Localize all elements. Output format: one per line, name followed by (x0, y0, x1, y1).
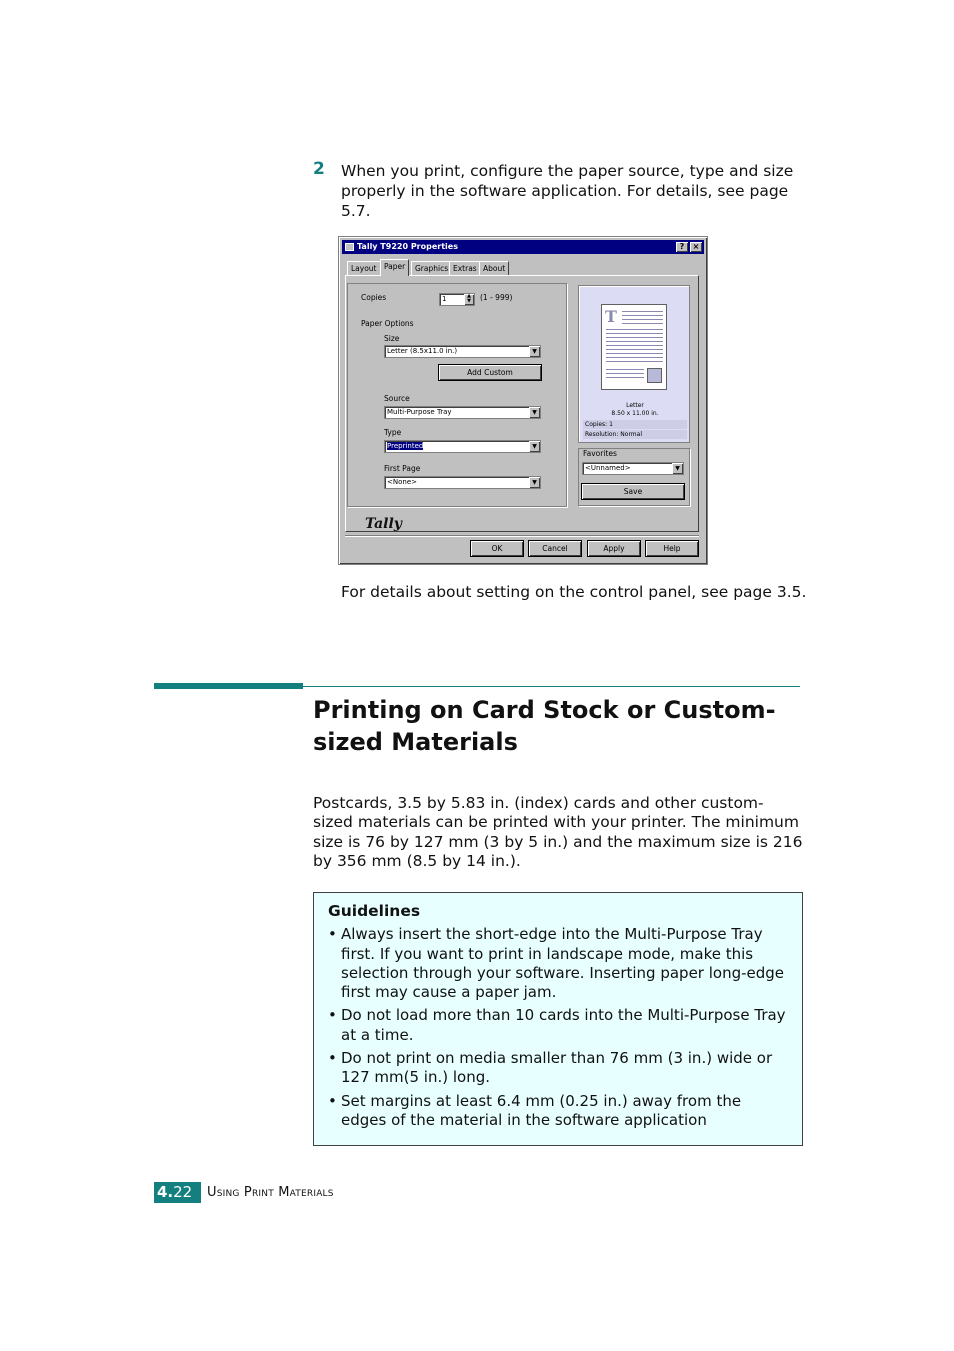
printer-icon (345, 243, 354, 251)
size-label: Size (384, 334, 400, 343)
copies-spinner-icon[interactable]: ▲ ▼ (464, 294, 474, 305)
paper-options-label: Paper Options (361, 319, 414, 328)
printer-properties-dialog (338, 236, 708, 565)
guideline-item: • Do not load more than 10 cards into the Multi-Purpose Tray at a time. (328, 1006, 788, 1045)
tab-about[interactable]: About (479, 261, 509, 275)
paper-options-group (347, 283, 567, 507)
type-label: Type (384, 428, 402, 437)
step-text: When you print, configure the paper source, type and size properly in the software application. For details, see page 5.7. (341, 162, 794, 220)
guideline-item: • Always insert the short-edge into the Multi-Purpose Tray first. If you want to print in landscape mode, make this selection through your software. Inserting paper long-edge first may cause a paper jam. (328, 925, 788, 1002)
tab-paper[interactable]: Paper (380, 259, 409, 276)
help-button[interactable]: Help (646, 541, 698, 556)
chapter-title: Using Print Materials (207, 1185, 334, 1200)
guidelines-title: Guidelines (328, 902, 421, 920)
save-button[interactable]: Save (582, 484, 684, 499)
size-select[interactable]: Letter (8.5x11.0 in.) ▼ (384, 345, 541, 358)
guideline-item: • Do not print on media smaller than 76 mm (3 in.) wide or 127 mm(5 in.) long. (328, 1049, 788, 1088)
section-rule (303, 686, 800, 687)
page-number: 22 (173, 1183, 193, 1201)
first-page-select[interactable]: <None> ▼ (384, 476, 541, 489)
preview-resolution: Resolution: Normal (583, 430, 687, 439)
page-preview-icon: T (601, 304, 667, 390)
section-body: Postcards, 3.5 by 5.83 in. (index) cards and other custom-sized materials can be printed with your printer. The minimum size is 76 by 127 mm (3 by 5 in.) and the maximum size is 216 by 356 mm (8.5 by 14 in.). (313, 794, 803, 870)
chevron-down-icon[interactable]: ▼ (529, 441, 540, 452)
section-rule-accent (154, 683, 303, 689)
source-select[interactable]: Multi-Purpose Tray ▼ (384, 406, 541, 419)
type-select[interactable]: Preprinted ▼ (384, 440, 541, 453)
add-custom-button[interactable]: Add Custom (439, 365, 541, 380)
guidelines-box (313, 892, 803, 1146)
copies-range: (1 - 999) (480, 293, 513, 302)
help-title-button[interactable]: ? (676, 242, 688, 252)
tally-logo: Tally (365, 516, 402, 532)
tab-layout[interactable]: Layout (347, 261, 381, 275)
step-number: 2 (313, 159, 325, 179)
chevron-down-icon[interactable]: ▼ (529, 346, 540, 357)
chevron-down-icon[interactable]: ▼ (529, 477, 540, 488)
page-preview (578, 285, 690, 443)
chapter-number: 4. (157, 1183, 174, 1201)
tab-graphics[interactable]: Graphics (411, 261, 452, 275)
section-heading: Printing on Card Stock or Custom-sized Materials (313, 696, 776, 756)
tab-extras[interactable]: Extras (449, 261, 481, 275)
dialog-title-bar (342, 240, 704, 254)
close-icon[interactable]: × (690, 242, 702, 252)
page-number-badge (154, 1182, 201, 1203)
source-label: Source (384, 394, 410, 403)
first-page-label: First Page (384, 464, 421, 473)
copies-input[interactable]: 1 ▲ ▼ (439, 293, 475, 306)
guideline-item: • Set margins at least 6.4 mm (0.25 in.) away from the edges of the material in the software application (328, 1092, 788, 1131)
favorites-select[interactable]: <Unnamed> ▼ (582, 462, 684, 475)
ok-button[interactable]: OK (471, 541, 523, 556)
chevron-down-icon[interactable]: ▼ (529, 407, 540, 418)
favorites-label: Favorites (583, 449, 617, 458)
preview-size-dims: 8.50 x 11.00 in. (611, 410, 659, 417)
preview-copies: Copies: 1 (583, 420, 687, 429)
cancel-button[interactable]: Cancel (529, 541, 581, 556)
dialog-divider (345, 535, 699, 537)
copies-label: Copies (361, 293, 387, 302)
dialog-title: Tally T9220 Properties (357, 242, 458, 251)
preview-size-name: Letter (626, 402, 644, 409)
control-panel-note: For details about setting on the control panel, see page 3.5. (341, 583, 807, 601)
chevron-down-icon[interactable]: ▼ (672, 463, 683, 474)
apply-button[interactable]: Apply (588, 541, 640, 556)
